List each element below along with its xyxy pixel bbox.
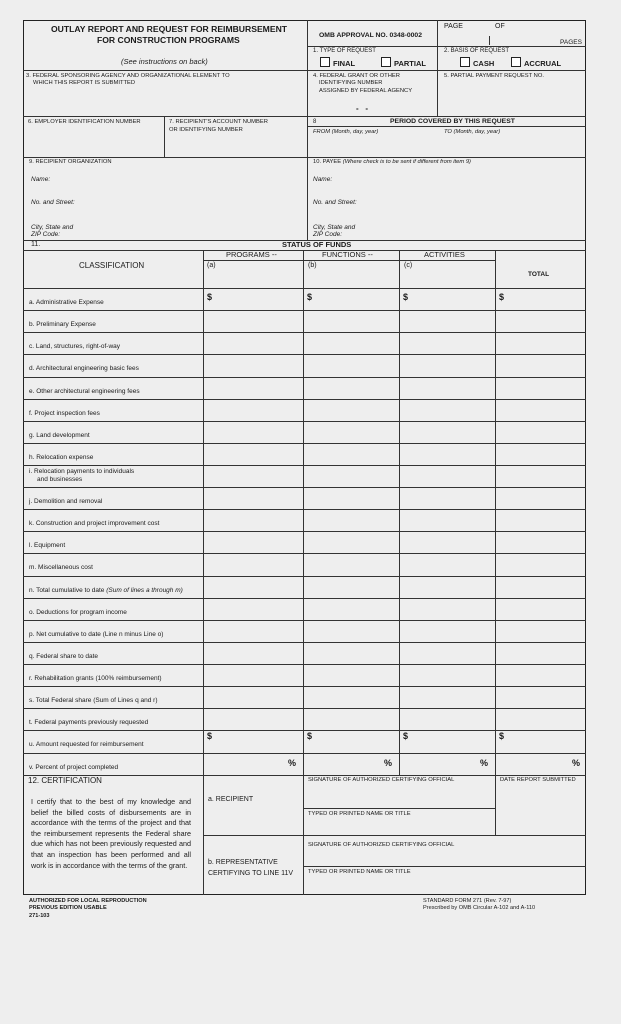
funds-input-cell[interactable] — [304, 354, 399, 376]
funds-input-cell[interactable] — [204, 598, 303, 620]
account-number-label-line2: OR IDENTIFYING NUMBER — [169, 127, 243, 133]
funds-row-label: i. Relocation payments to individuals and businesses — [29, 468, 135, 483]
funds-input-cell[interactable] — [400, 465, 495, 487]
dollar-sign: $ — [403, 292, 409, 302]
funds-input-cell[interactable] — [496, 664, 586, 686]
funds-input-cell[interactable] — [496, 730, 586, 752]
funds-input-cell[interactable] — [204, 465, 303, 487]
funds-input-cell[interactable] — [400, 642, 495, 664]
funds-input-cell[interactable] — [400, 509, 495, 531]
basis-of-request-label: 2. BASIS OF REQUEST — [444, 48, 510, 54]
funds-input-cell[interactable] — [204, 708, 303, 730]
funds-input-cell[interactable] — [304, 708, 399, 730]
funds-input-cell[interactable] — [304, 332, 399, 354]
activities-header: ACTIVITIES — [424, 250, 465, 259]
funds-input-cell[interactable] — [204, 310, 303, 332]
funds-input-cell[interactable] — [496, 509, 586, 531]
funds-input-cell[interactable] — [304, 399, 399, 421]
type-of-request-label: 1. TYPE OF REQUEST — [313, 48, 376, 54]
funds-input-cell[interactable] — [304, 620, 399, 642]
funds-row-label: q. Federal share to date — [29, 652, 99, 660]
funds-input-cell[interactable] — [304, 443, 399, 465]
payee-street-label: No. and Street: — [313, 199, 357, 206]
funds-input-cell[interactable] — [304, 686, 399, 708]
dollar-sign: $ — [207, 731, 213, 742]
funds-row-label: r. Rehabilitation grants (100% reimbursement) — [29, 675, 162, 682]
of-label: OF — [495, 23, 505, 30]
funds-input-cell[interactable] — [496, 421, 586, 443]
page-label: PAGE — [444, 23, 463, 30]
dollar-sign: $ — [403, 731, 409, 742]
footer-standard-form: STANDARD FORM 271 (Rev. 7-97) — [423, 898, 512, 904]
funds-input-cell[interactable] — [304, 465, 399, 487]
funds-input-cell[interactable] — [204, 421, 303, 443]
payee-city-label-line2: ZIP Code: — [313, 231, 343, 238]
funds-input-cell[interactable] — [400, 620, 495, 642]
funds-input-cell[interactable] — [496, 686, 586, 708]
funds-input-cell[interactable] — [304, 531, 399, 553]
status-of-funds-title: STATUS OF FUNDS — [282, 240, 352, 249]
funds-input-cell[interactable] — [304, 730, 399, 752]
funds-row-label: m. Miscellaneous cost — [29, 564, 93, 572]
percent-sign: % — [384, 757, 393, 768]
funds-row-label: v. Percent of project completed — [29, 763, 119, 771]
form-title-line1: OUTLAY REPORT AND REQUEST FOR REIMBURSEMENT — [51, 24, 288, 34]
funds-input-cell[interactable] — [400, 354, 495, 376]
payee-name-label: Name: — [313, 176, 333, 183]
period-from-label: FROM (Month, day, year) — [313, 129, 379, 135]
funds-row-label: e. Other architectural engineering fees — [29, 387, 140, 395]
period-number: 8 — [313, 119, 317, 125]
percent-sign: % — [288, 757, 297, 768]
funds-input-cell[interactable] — [204, 332, 303, 354]
funds-input-cell[interactable] — [496, 443, 586, 465]
funds-row-label: d. Architectural engineering basic fees — [29, 365, 139, 373]
funds-input-cell[interactable] — [204, 487, 303, 509]
funds-input-cell[interactable] — [496, 288, 586, 310]
funds-input-cell[interactable] — [204, 354, 303, 376]
funds-input-cell[interactable] — [304, 598, 399, 620]
certification-title: 12. CERTIFICATION — [28, 776, 102, 785]
funds-input-cell[interactable] — [400, 730, 495, 752]
funds-input-cell[interactable] — [204, 377, 303, 399]
funds-row-label: o. Deductions for program income — [29, 608, 127, 616]
percent-sign: % — [572, 757, 581, 768]
funds-row-label: t. Federal payments previously requested — [29, 719, 149, 727]
dollar-sign: $ — [499, 292, 505, 302]
dollar-sign: $ — [207, 292, 213, 302]
funds-row-label: c. Land, structures, right-of-way — [29, 343, 121, 351]
programs-header: PROGRAMS -- — [226, 250, 277, 259]
payee-city-label-line1: City, State and — [313, 224, 356, 231]
dollar-sign: $ — [307, 292, 313, 302]
grant-number-dashes: - - — [356, 104, 368, 113]
funds-input-cell[interactable] — [496, 576, 586, 598]
funds-input-cell[interactable] — [400, 664, 495, 686]
funds-input-cell[interactable] — [304, 288, 399, 310]
functions-header: FUNCTIONS -- — [322, 250, 373, 259]
funds-input-cell[interactable] — [496, 620, 586, 642]
recipient-certify-label: a. RECIPIENT — [208, 796, 254, 803]
funds-input-cell[interactable] — [204, 576, 303, 598]
funds-input-cell[interactable] — [496, 399, 586, 421]
funds-input-cell[interactable] — [496, 598, 586, 620]
funds-input-cell[interactable] — [204, 642, 303, 664]
total-header: TOTAL — [528, 271, 550, 278]
funds-input-cell[interactable] — [204, 686, 303, 708]
dollar-sign: $ — [499, 731, 505, 742]
recipient-signature-label: SIGNATURE OF AUTHORIZED CERTIFYING OFFICIAL — [308, 777, 455, 783]
funds-input-cell[interactable] — [204, 664, 303, 686]
funds-input-cell[interactable] — [400, 332, 495, 354]
funds-input-cell[interactable] — [304, 553, 399, 575]
funds-input-cell[interactable] — [400, 553, 495, 575]
dollar-sign: $ — [307, 731, 313, 742]
date-submitted-label: DATE REPORT SUBMITTED — [500, 777, 576, 783]
column-b-header: (b) — [308, 262, 317, 269]
recipient-city-label-line2: ZIP Code: — [31, 231, 61, 238]
recipient-typed-name-label: TYPED OR PRINTED NAME OR TITLE — [308, 811, 411, 817]
funds-input-cell[interactable] — [496, 310, 586, 332]
funds-row-label: n. Total cumulative to date (Sum of lines a through m) — [29, 586, 183, 594]
recipient-org-label: 9. RECIPIENT ORGANIZATION — [29, 159, 112, 165]
funds-row-label: k. Construction and project improvement cost — [29, 520, 160, 528]
footer-previous-edition: PREVIOUS EDITION USABLE — [29, 905, 107, 911]
funds-input-cell[interactable] — [304, 664, 399, 686]
funds-input-cell[interactable] — [496, 465, 586, 487]
funds-input-cell[interactable] — [400, 487, 495, 509]
period-to-label: TO (Month, day, year) — [444, 129, 501, 135]
funds-row-label: g. Land development — [29, 431, 90, 439]
funds-input-cell[interactable] — [304, 509, 399, 531]
funds-input-cell[interactable] — [304, 421, 399, 443]
funds-input-cell[interactable] — [400, 399, 495, 421]
funds-input-cell[interactable] — [304, 642, 399, 664]
period-covered-title: PERIOD COVERED BY THIS REQUEST — [390, 118, 515, 125]
column-c-header: (c) — [404, 262, 413, 269]
funds-input-cell[interactable] — [304, 576, 399, 598]
cash-checkbox[interactable]: CASH — [460, 57, 494, 68]
funds-input-cell[interactable] — [400, 443, 495, 465]
accrual-checkbox[interactable]: ACCRUAL — [511, 57, 561, 68]
funds-input-cell[interactable] — [304, 310, 399, 332]
funds-input-cell[interactable] — [400, 310, 495, 332]
certification-text: I certify that to the best of my knowledge and belief the billed costs of disbursements are in accordance with the terms of the project and that the reimbursement represents the Federal share due which has not been previously requested and that an inspection has been performed and all work is in accordance with the terms of the grant. — [31, 797, 191, 870]
funds-row-label: b. Preliminary Expense — [29, 321, 96, 329]
representative-typed-name-label: TYPED OR PRINTED NAME OR TITLE — [308, 869, 411, 875]
partial-checkbox[interactable]: PARTIAL — [381, 57, 426, 68]
footer-form-code: 271-103 — [29, 913, 50, 919]
funds-input-cell[interactable] — [204, 620, 303, 642]
funds-input-cell[interactable] — [204, 531, 303, 553]
funds-section-number: 11. — [31, 241, 41, 248]
funds-row-label: l. Equipment — [29, 542, 66, 550]
funds-input-cell[interactable] — [400, 686, 495, 708]
funds-row-label: a. Administrative Expense — [29, 299, 104, 306]
funds-input-cell[interactable] — [496, 332, 586, 354]
funds-input-cell[interactable] — [304, 487, 399, 509]
partial-payment-label: 5. PARTIAL PAYMENT REQUEST NO. — [444, 73, 544, 79]
funds-input-cell[interactable] — [204, 553, 303, 575]
funds-row-label: u. Amount requested for reimbursement — [29, 741, 144, 749]
funds-input-cell[interactable] — [400, 421, 495, 443]
agency-label-line2: WHICH THIS REPORT IS SUBMITTED — [33, 80, 136, 86]
grant-number-label-line1: 4. FEDERAL GRANT OR OTHER — [313, 73, 400, 79]
funds-row-label: f. Project inspection fees — [29, 409, 100, 417]
agency-label-line1: 3. FEDERAL SPONSORING AGENCY AND ORGANIZATIONAL ELEMENT TO — [26, 73, 230, 79]
representative-signature-label: SIGNATURE OF AUTHORIZED CERTIFYING OFFICIAL — [308, 842, 455, 848]
representative-label-line1: b. REPRESENTATIVE — [208, 859, 278, 866]
funds-row-label: j. Demolition and removal — [29, 498, 103, 506]
column-a-header: (a) — [207, 262, 216, 269]
form-title-line2: FOR CONSTRUCTION PROGRAMS — [97, 35, 240, 45]
employer-id-label: 6. EMPLOYER IDENTIFICATION NUMBER — [28, 119, 141, 125]
funds-input-cell[interactable] — [496, 708, 586, 730]
funds-input-cell[interactable] — [400, 598, 495, 620]
recipient-city-label-line1: City, State and — [31, 224, 74, 231]
funds-row-label: h. Relocation expense — [29, 453, 94, 461]
funds-input-cell[interactable] — [496, 642, 586, 664]
omb-approval: OMB APPROVAL NO. 0348-0002 — [319, 32, 422, 39]
funds-input-cell[interactable] — [304, 377, 399, 399]
funds-input-cell[interactable] — [204, 730, 303, 752]
pages-label: PAGES — [560, 39, 582, 46]
instructions-note: (See instructions on back) — [121, 57, 208, 66]
funds-input-cell[interactable] — [400, 377, 495, 399]
classification-header: CLASSIFICATION — [79, 261, 145, 270]
representative-label-line2: CERTIFYING TO LINE 11V — [208, 870, 294, 877]
funds-input-cell[interactable] — [204, 509, 303, 531]
recipient-name-label: Name: — [31, 176, 51, 183]
funds-input-cell[interactable] — [204, 399, 303, 421]
funds-input-cell[interactable] — [496, 531, 586, 553]
percent-sign: % — [480, 757, 489, 768]
account-number-label-line1: 7. RECIPIENT'S ACCOUNT NUMBER — [169, 119, 268, 125]
funds-row-label: p. Net cumulative to date (Line n minus Line o) — [29, 630, 164, 638]
funds-input-cell[interactable] — [204, 288, 303, 310]
funds-input-cell[interactable] — [204, 443, 303, 465]
grant-number-label-line3: ASSIGNED BY FEDERAL AGENCY — [319, 88, 413, 94]
recipient-street-label: No. and Street: — [31, 199, 75, 206]
funds-input-cell[interactable] — [496, 377, 586, 399]
funds-input-cell[interactable] — [400, 288, 495, 310]
funds-row-label: s. Total Federal share (Sum of Lines q and r) — [29, 697, 158, 705]
grant-number-label-line2: IDENTIFYING NUMBER — [319, 80, 383, 86]
footer-prescribed: Prescribed by OMB Circular A-102 and A-110 — [423, 905, 536, 911]
funds-input-cell[interactable] — [496, 487, 586, 509]
payee-label: 10. PAYEE (Where check is to be sent if different from item 9) — [313, 159, 471, 165]
final-checkbox[interactable]: FINAL — [320, 57, 355, 68]
footer-authorized: AUTHORIZED FOR LOCAL REPRODUCTION — [29, 898, 147, 904]
funds-input-cell[interactable] — [400, 531, 495, 553]
funds-input-cell[interactable] — [400, 576, 495, 598]
funds-input-cell[interactable] — [400, 708, 495, 730]
funds-input-cell[interactable] — [496, 354, 586, 376]
funds-input-cell[interactable] — [496, 553, 586, 575]
